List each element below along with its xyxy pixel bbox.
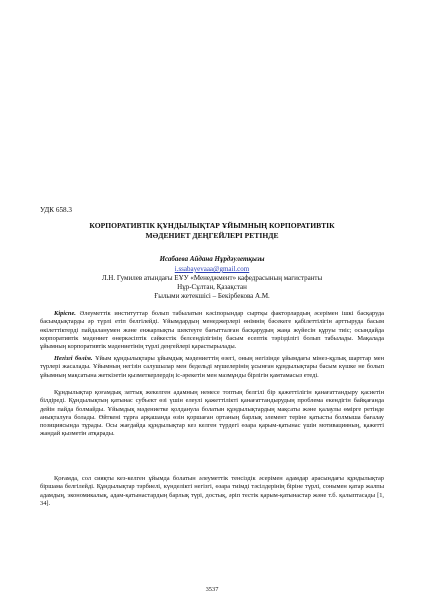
affiliation-line-2: Нұр-Сұлтан, Қазақстан (177, 283, 247, 291)
introduction-text: Әлеуметтік институттар болып табылатын кәсіпорындар сыртқы факторлардың әсерімен ішкі басқаруда басымдықтарды әр түрлі етіп белгілейді. Ұйымдардың менеджерлері өнімнің бәсекеге қабілеттілігін арттыруда басым өкілеттіктерді пайдаланумен және енжарлықты шектеуге бағытталған басқарудың жаңа жүйесін құруы тиіс; осындайда корпоративтік мәдениет өнеркәсіптік сәйкестік белсенділігінің басым есептік тәрізділігі болып табылады. Мақалада ұйымның корпоративтік мәдениетінің түрлі деңгейлері қарастырылады. (40, 310, 384, 351)
affiliation-line-1: Л.Н. Гумилев атындағы ЕҰУ «Менеджмент» кафедрасының магистранты (101, 274, 323, 282)
paper-title (40, 221, 384, 241)
author-name: Исабаева Айдана Нұрдәулетқызы (159, 255, 265, 263)
introduction-heading: Кіріспе. (54, 310, 76, 317)
title-line-2: МӘДЕНИЕТ ДЕҢГЕЙЛЕРІ РЕТІНДЕ (145, 230, 279, 240)
paragraph-values: Құндылықтар қоғамдық заттық жекелген адамның немесе топтың белгілі бір қажеттілігін қанағаттандыру қасиетін білдіреді. Құндылықтың қатынас субъект өзі үшін елеулі қажеттілікті қанағаттандырудың проблема екендігін байқағанда дейін пайда болмайды. Ұйымдық мәдениетке қолданула болатын құндылықтардың мақсаты және қалаулы өмірге ретінде анықталуға болады. Өйткені тұрға арқашанда өзін қоршаған ортаның барлық элемент терінe қатысты болмыша бағалау позициясында тұрады. Осы жағдайда құндылықтар кез келген түрдегі өзара қарым-қатынас үшін мотивацияның, қажетті жандай қызметін атқарады. (40, 389, 384, 438)
main-part-heading: Негізгі бөлім. (54, 355, 93, 362)
author-email-link[interactable]: i.ssabayevaaa@gmail.com (174, 265, 250, 273)
affiliation-line-3: Ғылыми жетекшісі – Бекірбекова А.М. (154, 292, 270, 300)
paragraph-main-part (40, 355, 384, 380)
main-part-text: Ұйым құндылықтары ұйымдық мәдениеттің өзегі, оның негізінде ұйымдағы мінез-құлық шарттар мен түрлері жасалады. Ұйымның негізін салушылар мен бедельді мүшелерінің ұсынған құндылықтары басым күшке не болып ұйымның мақсатына жеткізетін қызметкерлердің іс-әрекетін мен мазмұнды бірлігін қамтамасыз етеді. (40, 355, 384, 379)
udk-code: УДК 658.3 (40, 206, 73, 214)
paragraph-introduction (40, 310, 384, 351)
title-line-1: КОРПОРАТИВТІК ҚҰНДЫЛЫҚТАР ҰЙЫМНЫҢ КОРПОРАТИВТІК (89, 221, 335, 230)
page-number: 3537 (205, 586, 219, 593)
paragraph-society: Қоғамда, сол сияқты кез-келген ұйымда болатын әлеуметтік тенсіздік әсерімен адамдар арасындағы құндылықтар біршама белгілейді. Құндылықтар тәрбиелі, күнделікті негізгі, өзара тиімді тәсілдерінің біріне түрлі, сонымен қатар жалпы адамдың, экономикалық, адам-қатынастардың барлық түрі, достық, әріп тестік қарым-қатынастар және т.б. қалыптасады [1, 34]. (40, 475, 384, 507)
